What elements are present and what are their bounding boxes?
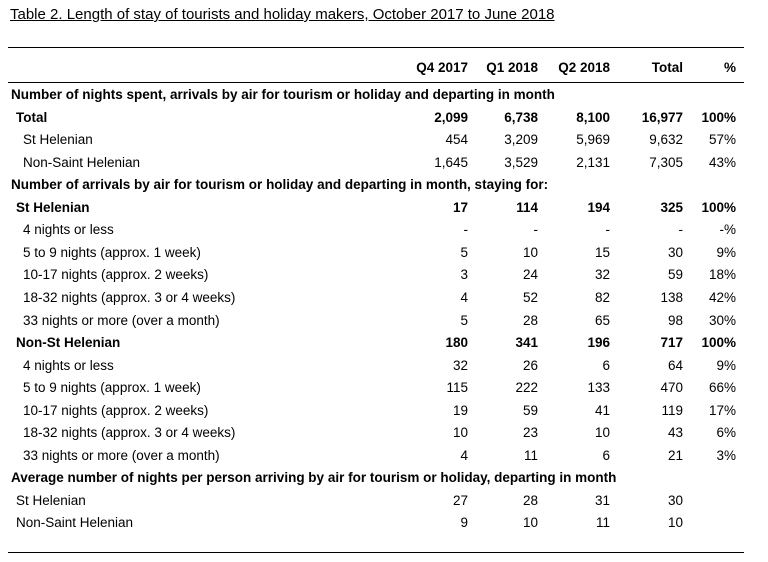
cell-q2-2018: 196 (587, 335, 610, 351)
cell-q2-2018: 6 (602, 447, 610, 463)
cell-percent: 66% (708, 380, 736, 396)
cell-q2-2018: 10 (594, 425, 610, 441)
cell-q1-2018: 10 (522, 515, 538, 531)
cell-q1-2018: 3,529 (504, 154, 538, 170)
row-label: 4 nights or less (23, 222, 114, 238)
cell-q1-2018: 24 (522, 267, 538, 283)
cell-q2-2018: 6 (602, 357, 610, 373)
cell-q4-2017: 3 (460, 267, 468, 283)
table-row (0, 355, 768, 377)
cell-q4-2017: 4 (460, 447, 468, 463)
cell-q2-2018: 11 (595, 515, 610, 531)
cell-q1-2018: 28 (522, 492, 538, 508)
cell-percent: 6% (716, 425, 736, 441)
cell-total: 9,632 (649, 132, 683, 148)
cell-q4-2017: 180 (445, 335, 468, 351)
column-header-q4-2017: Q4 2017 (416, 60, 468, 75)
cell-total: 64 (667, 357, 683, 373)
row-label: Non-Saint Helenian (16, 515, 134, 531)
cell-q1-2018: 222 (515, 380, 538, 396)
column-header-percent: % (723, 60, 736, 75)
cell-q4-2017: 19 (452, 402, 468, 418)
section-heading: Number of nights spent, arrivals by air for tourism or holiday and departing in month (11, 87, 555, 102)
cell-q4-2017: 9 (460, 515, 468, 531)
header-rule (8, 82, 744, 83)
cell-q2-2018: 65 (594, 312, 610, 328)
table-row (0, 377, 768, 399)
cell-q1-2018: 23 (522, 425, 538, 441)
cell-total: 30 (667, 244, 683, 260)
cell-percent: 100% (701, 335, 736, 351)
cell-q4-2017: 10 (452, 425, 468, 441)
table-row (0, 129, 768, 151)
cell-q2-2018: 2,131 (576, 154, 610, 170)
cell-percent: -% (719, 222, 736, 238)
row-label: 4 nights or less (23, 357, 114, 373)
cell-q1-2018: 341 (515, 335, 538, 351)
cell-total: 119 (661, 402, 683, 418)
row-label: Total (16, 109, 48, 125)
bottom-rule (8, 552, 744, 553)
cell-q1-2018: 10 (522, 244, 538, 260)
row-label: 18-32 nights (approx. 3 or 4 weeks) (23, 289, 236, 305)
cell-q2-2018: - (605, 222, 610, 238)
table-row (0, 332, 768, 354)
section-heading: Number of arrivals by air for tourism or holiday and departing in month, staying for: (11, 177, 549, 193)
row-label: Non-Saint Helenian (23, 154, 141, 170)
cell-total: 717 (660, 335, 683, 351)
cell-percent: 43% (708, 154, 736, 170)
cell-q4-2017: 2,099 (434, 109, 468, 125)
cell-total: 138 (660, 289, 683, 305)
table-row (0, 152, 768, 174)
cell-q4-2017: 17 (452, 199, 468, 215)
cell-percent: 9% (716, 357, 736, 373)
cell-percent: 100% (701, 199, 736, 215)
cell-total: 21 (667, 447, 683, 463)
table-row (0, 445, 768, 467)
cell-q2-2018: 133 (587, 380, 610, 396)
cell-percent: 18% (708, 267, 736, 283)
row-label: Non-St Helenian (16, 335, 121, 351)
cell-q2-2018: 41 (594, 402, 610, 418)
cell-q1-2018: 114 (516, 199, 538, 215)
cell-percent: 17% (708, 402, 736, 418)
cell-q1-2018: - (533, 222, 538, 238)
table-row (0, 287, 768, 309)
column-header-q1-2018: Q1 2018 (486, 60, 538, 75)
cell-q1-2018: 3,209 (504, 132, 538, 148)
row-label: 18-32 nights (approx. 3 or 4 weeks) (23, 425, 236, 441)
cell-q4-2017: 4 (460, 289, 468, 305)
cell-q2-2018: 8,100 (576, 109, 610, 125)
cell-q2-2018: 15 (594, 244, 610, 260)
row-label: 33 nights or more (over a month) (23, 312, 220, 328)
cell-q1-2018: 28 (522, 312, 538, 328)
column-header-total: Total (651, 60, 683, 75)
cell-total: 325 (660, 199, 683, 215)
cell-q4-2017: 32 (452, 357, 468, 373)
section-heading: Average number of nights per person arriving by air for tourism or holiday, departing in month (11, 470, 617, 486)
table-row (0, 310, 768, 332)
cell-q4-2017: 454 (445, 132, 468, 148)
cell-total: 7,305 (649, 154, 683, 170)
table-row (0, 242, 768, 264)
cell-percent: 42% (708, 289, 736, 305)
cell-total: - (678, 222, 683, 238)
cell-q1-2018: 52 (522, 289, 538, 305)
section-heading-row (0, 84, 768, 106)
row-label: 5 to 9 nights (approx. 1 week) (23, 244, 201, 260)
row-label: 10-17 nights (approx. 2 weeks) (23, 402, 209, 418)
cell-q4-2017: 27 (452, 492, 468, 508)
table-title: Table 2. Length of stay of tourists and holiday makers, October 2017 to June 2018 (10, 6, 555, 23)
cell-q4-2017: 115 (446, 380, 468, 396)
cell-total: 43 (667, 425, 683, 441)
cell-q1-2018: 6,738 (504, 109, 538, 125)
cell-total: 98 (667, 312, 683, 328)
cell-total: 10 (667, 515, 683, 531)
cell-q4-2017: - (463, 222, 468, 238)
table-row (0, 512, 768, 534)
section-heading-row (0, 467, 768, 489)
cell-q1-2018: 11 (523, 447, 538, 463)
cell-total: 59 (667, 267, 683, 283)
cell-q1-2018: 59 (522, 402, 538, 418)
cell-q1-2018: 26 (522, 357, 538, 373)
row-label: 5 to 9 nights (approx. 1 week) (23, 380, 201, 396)
cell-total: 30 (667, 492, 683, 508)
table-row (0, 219, 768, 241)
cell-percent: 9% (716, 244, 736, 260)
row-label: St Helenian (16, 492, 86, 508)
table-row (0, 422, 768, 444)
row-label: St Helenian (23, 132, 93, 148)
header-row (0, 57, 768, 79)
cell-q4-2017: 5 (460, 244, 468, 260)
top-rule (8, 47, 744, 48)
cell-percent: 57% (708, 132, 736, 148)
cell-q2-2018: 194 (587, 199, 610, 215)
section-heading-row (0, 174, 768, 196)
table-row (0, 107, 768, 129)
row-label: St Helenian (16, 199, 90, 215)
cell-q2-2018: 32 (594, 267, 610, 283)
column-header-q2-2018: Q2 2018 (558, 60, 610, 75)
table-row (0, 400, 768, 422)
cell-q4-2017: 1,645 (434, 154, 468, 170)
table-row (0, 264, 768, 286)
cell-total: 470 (660, 380, 683, 396)
cell-q2-2018: 5,969 (576, 132, 610, 148)
cell-percent: 30% (708, 312, 736, 328)
cell-percent: 3% (716, 447, 736, 463)
cell-percent: 100% (701, 109, 736, 125)
row-label: 33 nights or more (over a month) (23, 447, 220, 463)
cell-q2-2018: 82 (594, 289, 610, 305)
table-row (0, 197, 768, 219)
row-label: 10-17 nights (approx. 2 weeks) (23, 267, 209, 283)
table-row (0, 490, 768, 512)
cell-total: 16,977 (641, 109, 683, 125)
cell-q2-2018: 31 (594, 492, 610, 508)
cell-q4-2017: 5 (460, 312, 468, 328)
